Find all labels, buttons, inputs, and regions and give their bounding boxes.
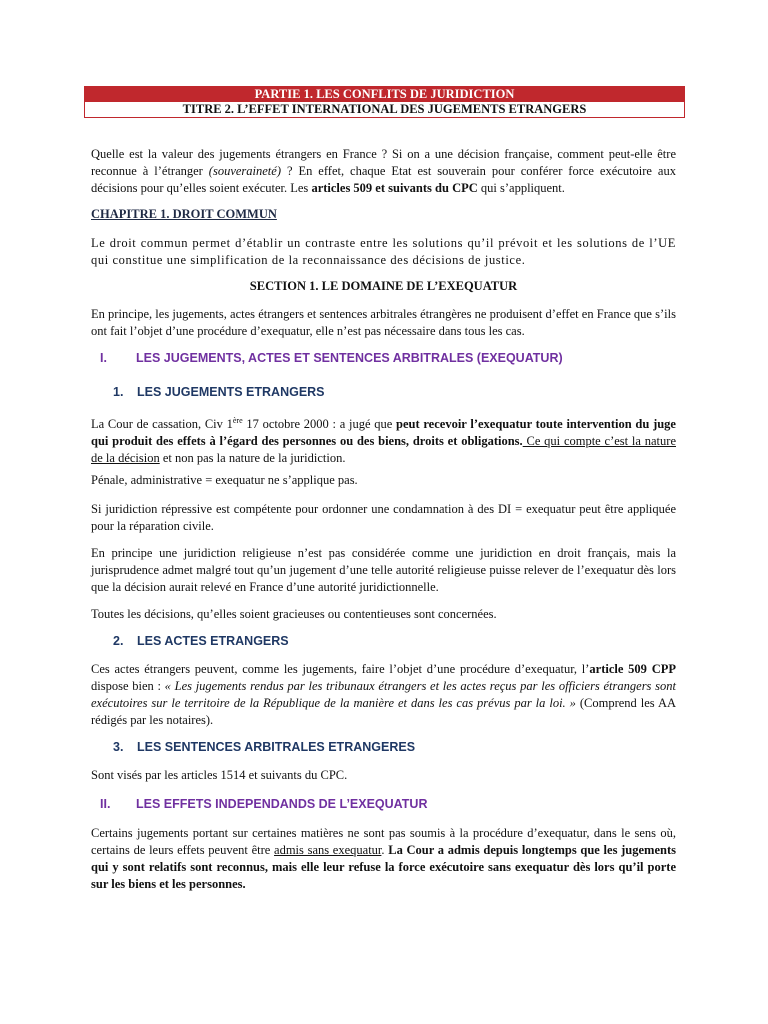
actes-paragraph: Ces actes étrangers peuvent, comme les jugements, faire l’objet d’une procédure d’exequatur, l’article 509 CPP dispose bien : « Les jugements rendus par les tribunaux étrangers et les actes reçus par les officiers étrangers sont exécutoires sur le territoire de la République de la manière et dans les cas prévus par la loi. » (Comprend les AA rédigés par les notaires). (91, 662, 676, 727)
cassation-paragraph: La Cour de cassation, Civ 1ère 17 octobre 2000 : a jugé que peut recevoir l’exequatur toute intervention du juge qui produit des effets à l’égard des personnes ou des biens, droits et obligations. Ce qui compte c’est la nature de la décision et non pas la nature de la juridiction. (91, 416, 676, 466)
title-banner (84, 86, 685, 118)
titre-heading: TITRE 2. L’EFFET INTERNATIONAL DES JUGEMENTS ETRANGERS (85, 102, 684, 117)
partie-heading: PARTIE 1. LES CONFLITS DE JURIDICTION (85, 87, 684, 102)
effets-paragraph: Certains jugements portant sur certaines matières ne sont pas soumis à la procédure d’exequatur, dans le sens où, certains de leurs effets peuvent être admis sans exequatur. La Cour a admis depuis longtemps que les jugements qui y sont relatifs sont reconnus, mais elle leur refuse la force exécutoire sans exequatur dès lors qu’il porte sur les biens et les personnes. (91, 826, 676, 891)
penale-paragraph: Pénale, administrative = exequatur ne s’applique pas. (91, 473, 358, 487)
decisions-paragraph: Toutes les décisions, qu’elles soient gracieuses ou contentieuses sont concernées. (91, 607, 497, 621)
repressive-paragraph: Si juridiction répressive est compétente pour ordonner une condamnation à des DI = exequatur peut être appliquée pour la réparation civile. (91, 502, 676, 533)
subsection-2-heading: 2. LES ACTES ETRANGERS (113, 634, 289, 648)
part-two-heading: II. LES EFFETS INDEPENDANDS DE L’EXEQUATUR (100, 797, 428, 811)
religieuse-paragraph: En principe une juridiction religieuse n’est pas considérée comme une juridiction en droit français, mais la jurisprudence admet malgré tout qu’un jugement d’une telle autorité religieuse puisse relever de l’exequatur dès lors que la décision aurait relevé en France d’une autorité juridictionnelle. (91, 546, 676, 594)
subsection-3-heading: 3. LES SENTENCES ARBITRALES ETRANGERES (113, 740, 416, 754)
section-paragraph: En principe, les jugements, actes étrangers et sentences arbitrales étrangères ne produisent d’effet en France que s’ils ont fait l’objet d’une procédure d’exequatur, elle n’est pas nécessaire dans tous les cas. (91, 307, 676, 338)
part-one-heading: I. LES JUGEMENTS, ACTES ET SENTENCES ARBITRALES (EXEQUATUR) (100, 351, 563, 365)
chapter-heading: CHAPITRE 1. DROIT COMMUN (91, 207, 277, 221)
section-heading: SECTION 1. LE DOMAINE DE L’EXEQUATUR (249, 279, 518, 293)
subsection-1-heading: 1. LES JUGEMENTS ETRANGERS (113, 385, 325, 399)
chapter-paragraph: Le droit commun permet d’établir un contraste entre les solutions qu’il prévoit et les solutions de l’UE qui constitue une simplification de la reconnaissance des décisions de justice. (91, 236, 676, 267)
sentences-paragraph: Sont visés par les articles 1514 et suivants du CPC. (91, 768, 348, 782)
intro-paragraph: Quelle est la valeur des jugements étrangers en France ? Si on a une décision française, comment peut-elle être reconnue à l’étranger (souveraineté) ? En effet, chaque Etat est souverain pour conférer force exécutoire aux décisions pour qu’elles soient exécuter. Les articles 509 et suivants du CPC qui s’appliquent. (91, 147, 676, 195)
